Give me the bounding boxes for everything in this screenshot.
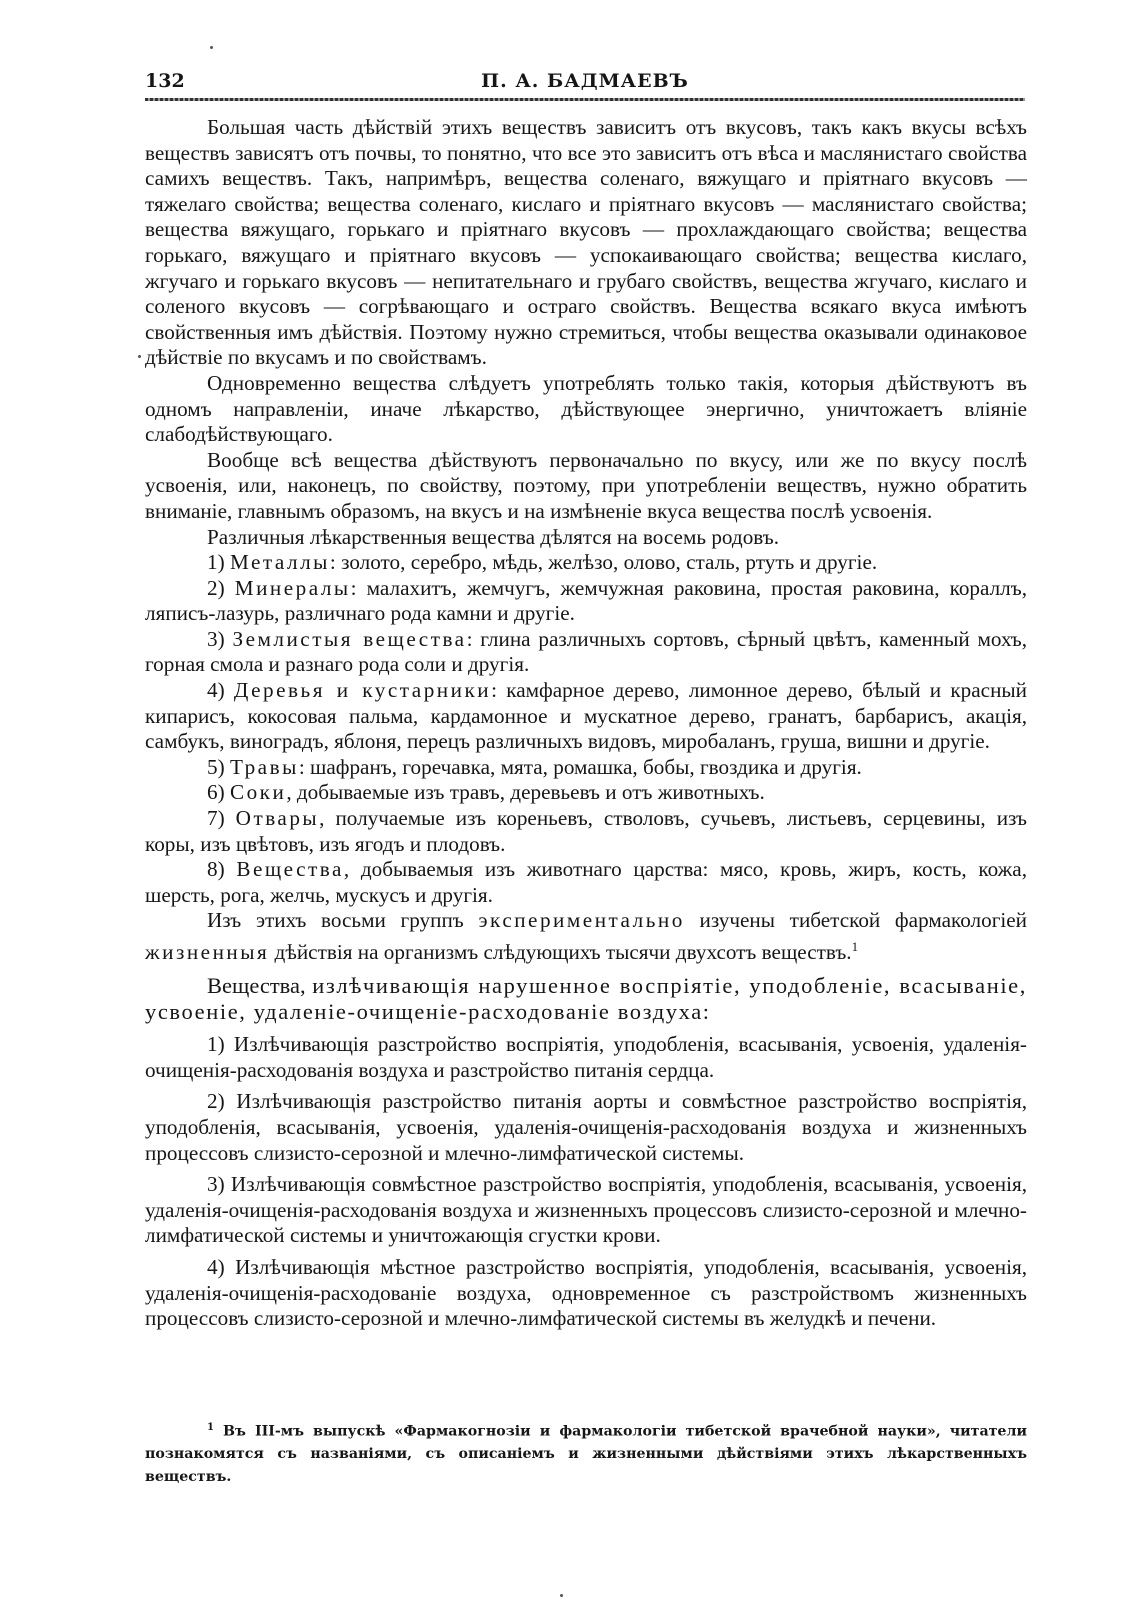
category-item: [145, 857, 1027, 908]
footnote-reference: 1: [851, 939, 859, 954]
section-heading-lead: Вещества,: [207, 972, 306, 998]
remedy-item: 1) Излѣчивающія разстройство воспріятія, уподобленія, всасыванія, усвоенія, удаленія-очищенія-расходованія воздуха и разстройство питанія сердца.: [145, 1032, 1027, 1082]
speck-mark: [560, 1594, 563, 1597]
category-item: [145, 576, 1027, 627]
remedy-item: 4) Излѣчивающія мѣстное разстройство воспріятія, уподобленія, всасыванія, усвоенія, удаленія-очищенія-расходованіе воздуха, одновременное съ разстройствомъ жизненныхъ процессовъ слизисто-серозной и млечно-лимфатической системы въ желудкѣ и печени.: [145, 1255, 1027, 1331]
category-text: : малахитъ, жемчугъ, жемчужная раковина, простая раковина, кораллъ, ляписъ-лазурь, различнаго рода камни и другіе.: [145, 575, 1027, 626]
category-number: 8): [207, 857, 225, 882]
category-item: [145, 755, 1027, 781]
category-name: Отвары: [235, 806, 320, 831]
spaced-word: жизненныя: [145, 940, 270, 965]
category-name: Металлы: [229, 550, 330, 575]
spaced-word: экспериментально: [478, 908, 685, 933]
footnote: [145, 1417, 1027, 1488]
footnote-text: Въ III-мъ выпускѣ «Фармакогнозіи и фармакологіи тибетской врачебной науки», читатели познакомятся съ названіями, съ описаніемъ и жизненными дѣйствіями этихъ лѣкарственныхъ веществъ.: [145, 1423, 1027, 1485]
category-name: Минералы: [234, 575, 351, 600]
category-item: [145, 627, 1027, 678]
main-text: [145, 115, 1027, 1332]
category-item: [145, 678, 1027, 755]
category-item: [145, 780, 1027, 806]
paragraph: Одновременно вещества слѣдуетъ употреблять только такія, которыя дѣйствуютъ въ одномъ направленіи, иначе лѣкарство, дѣйствующее энергично, уничтожаетъ вліяніе слабодѣйствующаго.: [145, 370, 1027, 447]
summary-text: дѣйствія на организмъ слѣдующихъ тысячи двухсотъ веществъ.: [274, 940, 852, 965]
remedy-item: 3) Излѣчивающія совмѣстное разстройство воспріятія, уподобленія, всасыванія, усвоенія, удаленія-очищенія-расходованія воздуха и жизненныхъ процессовъ слизисто-серозной и млечно-лимфатической системы и уничтожающія сгустки крови.: [145, 1172, 1027, 1248]
category-number: 7): [207, 806, 225, 831]
summary-text: изучены тибетской фармакологіей: [699, 908, 1028, 933]
paragraph: Большая часть дѣйствій этихъ веществъ зависитъ отъ вкусовъ, такъ какъ вкусы всѣхъ веществъ зависятъ отъ почвы, то понятно, что все это зависитъ отъ вѣса и маслянистаго свойства самихъ веществъ. Такъ, напримѣръ, вещества соленаго, вяжущаго и пріятнаго вкусовъ — тяжелаго свойства; вещества соленаго, кислаго и пріятнаго вкусовъ — маслянистаго свойства; вещества вяжущаго, горькаго и пріятнаго вкусовъ — прохлаждающаго свойства; вещества горькаго, вяжущаго и пріятнаго вкусовъ — успокаивающаго свойства; вещества кислаго, жгучаго и горькаго вкусовъ — непитательнаго и грубаго свойствъ, вещества жгучаго, кислаго и соленого вкусовъ — согрѣвающаго и остраго свойствъ. Вещества всякаго вкуса имѣютъ свойственныя имъ дѣйствія. Поэтому нужно стремиться, чтобы вещества оказывали одинаковое дѣйствіе по вкусамъ и по свойствамъ.: [145, 115, 1027, 370]
category-number: 4): [207, 678, 225, 703]
category-text: , получаемые изъ кореньевъ, стволовъ, сучьевъ, листьевъ, серцевины, изъ коры, изъ цвѣтовъ, изъ ягодъ и плодовъ.: [145, 806, 1027, 856]
category-item: [145, 550, 1027, 576]
paragraph: Вообще всѣ вещества дѣйствуютъ первоначально по вкусу, или же по вкусу послѣ усвоенія, или, наконецъ, по свойству, поэтому, при употребленіи веществъ, нужно обратить вниманіе, главнымъ образомъ, на вкусъ и на измѣненіе вкуса вещества послѣ усвоенія.: [145, 447, 1027, 523]
category-name: Травы: [229, 754, 299, 779]
remedy-item: 2) Излѣчивающія разстройство питанія аорты и совмѣстное разстройство воспріятія, уподобленія, всасыванія, усвоенія, удаленія-очищенія-расходованія воздуха и жизненныхъ процессовъ слизисто-серозной и млечно-лимфатической системы.: [145, 1089, 1027, 1165]
category-number: 6): [207, 780, 225, 805]
category-text: : золото, серебро, мѣдь, желѣзо, олово, сталь, ртуть и другіе.: [329, 550, 878, 575]
speck-mark: [138, 355, 141, 358]
category-number: 5): [207, 754, 225, 779]
running-header: [145, 70, 1025, 96]
category-text: , добываемые изъ травъ, деревьевъ и отъ животныхъ.: [286, 780, 765, 805]
category-number: 1): [207, 550, 225, 575]
category-item: [145, 806, 1027, 857]
category-name: Вещества: [236, 857, 344, 882]
category-name: Соки: [229, 780, 287, 805]
category-text: : камфарное дерево, лимонное дерево, бѣлый и красный кипарисъ, кокосовая пальма, кардамонное и мускатное дерево, гранатъ, барбарисъ, акація, самбукъ, виноградъ, яблоня, перецъ различныхъ видовъ, миробаланъ, груша, вишни и другіе.: [145, 678, 1027, 754]
summary-text: Изъ этихъ восьми группъ: [207, 908, 464, 933]
category-number: 3): [207, 626, 225, 651]
paragraph: Различныя лѣкарственныя вещества дѣлятся на восемь родовъ.: [207, 524, 780, 549]
category-name: Землистыя вещества: [232, 626, 467, 651]
category-text: , добываемыя изъ животнаго царства: мясо, кровь, жиръ, кость, кожа, шерсть, рога, желчь, мускусъ и другія.: [145, 857, 1028, 907]
summary-paragraph: [145, 908, 1027, 965]
page-number: 132: [145, 70, 185, 92]
running-head-author: П. А. БАДМАЕВЪ: [481, 70, 689, 92]
category-name: Деревья и кустарники: [233, 678, 492, 703]
section-heading: [145, 973, 1027, 1027]
footnote-marker: 1: [207, 1422, 214, 1433]
header-rule: [145, 98, 1025, 101]
category-text: : шафранъ, горечавка, мята, ромашка, бобы, гвоздика и другія.: [298, 754, 862, 779]
speck-mark: [210, 46, 213, 49]
category-text: : глина различныхъ сортовъ, сѣрный цвѣтъ, каменный мохъ, горная смола и разнаго рода соли и другія.: [145, 626, 1028, 677]
section-heading-text: излѣчивающія нарушенное воспріятіе, уподобленіе, всасываніе, усвоеніе, удаленіе-очищеніе-расходованіе воздуха:: [145, 972, 1027, 1025]
category-number: 2): [207, 575, 225, 600]
